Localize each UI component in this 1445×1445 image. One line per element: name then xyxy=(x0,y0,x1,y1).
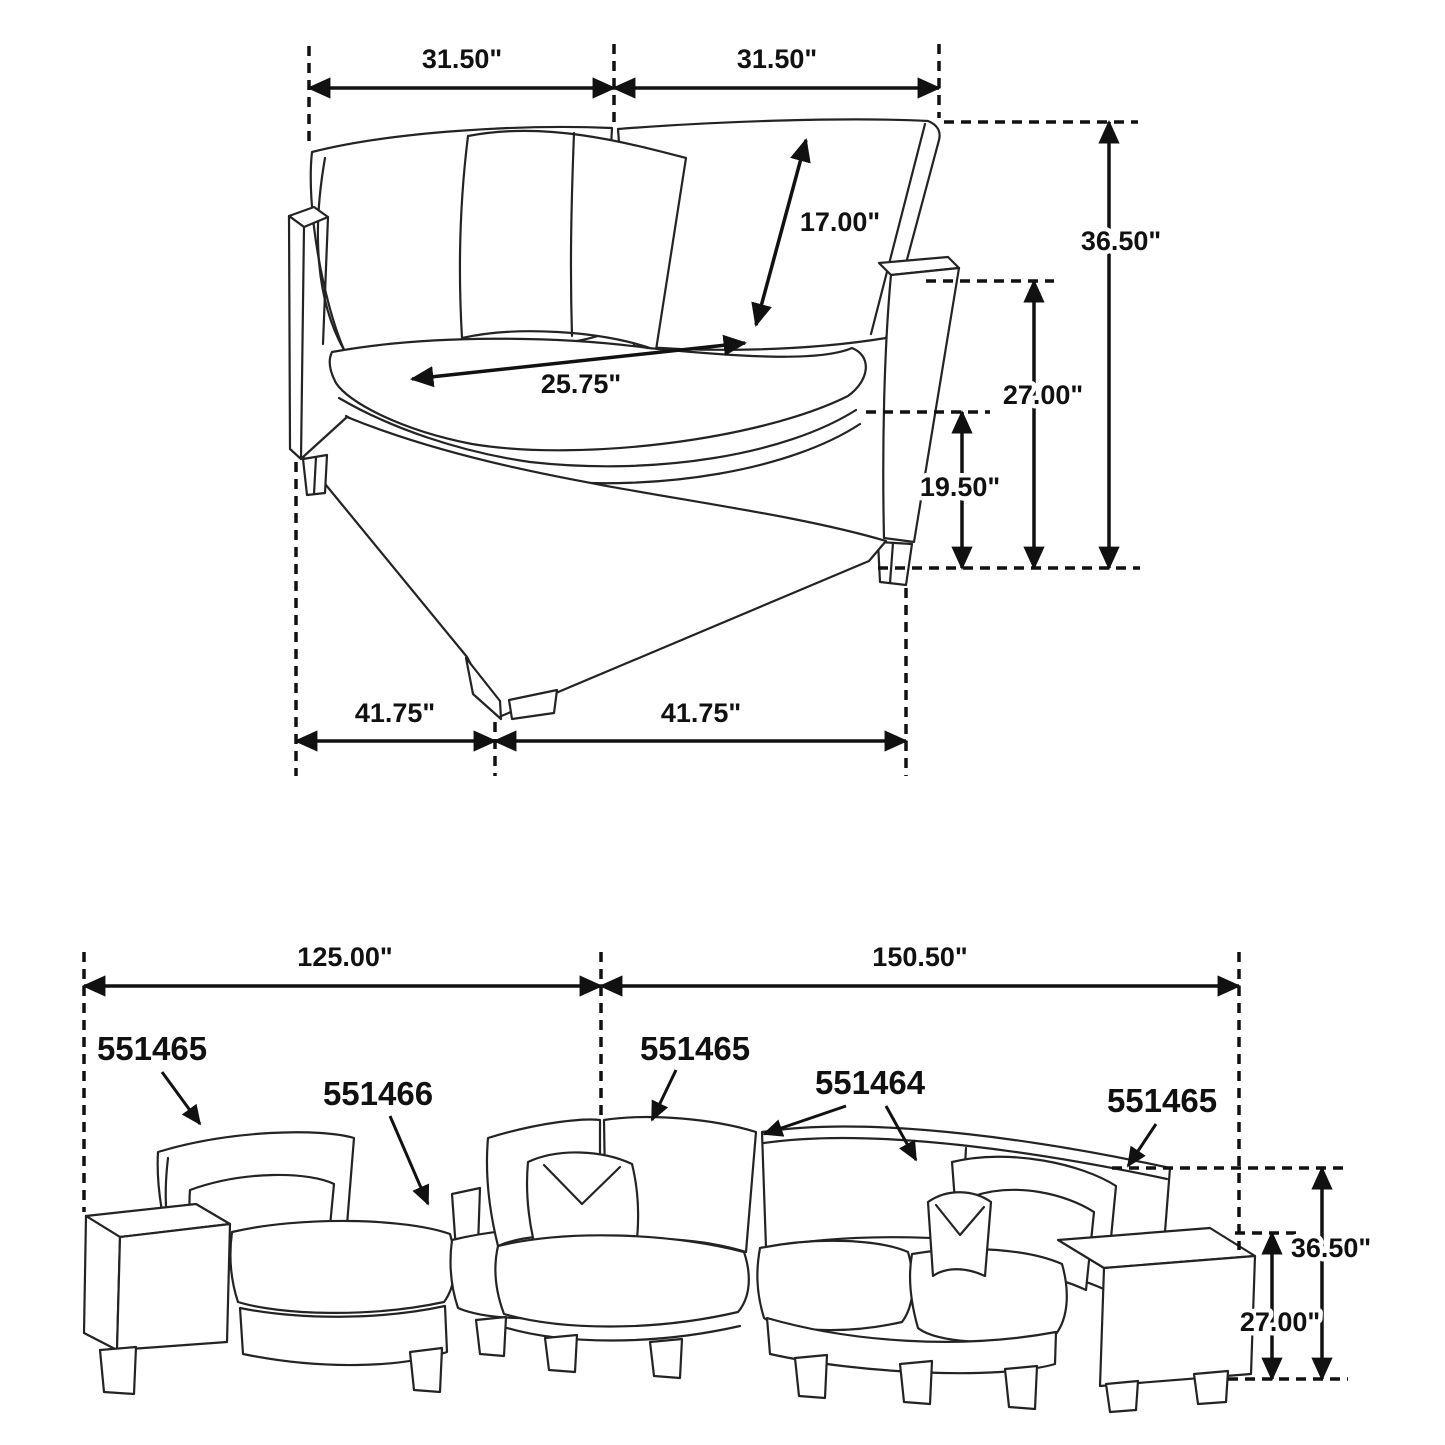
corner-base-line xyxy=(507,1326,740,1341)
dim-label-seat-height: 19.50" xyxy=(919,472,1001,502)
corner-foot-left xyxy=(545,1335,577,1372)
dim-label-left-side: 125.00" xyxy=(297,942,393,972)
corner-chair-right-foot xyxy=(878,542,912,585)
corner-chair-base xyxy=(303,417,886,717)
corner-chair-left-panel xyxy=(289,216,304,459)
dim-label-panel-height: 27.00" xyxy=(1002,380,1084,410)
dim-label-sectional-arm-height: 27.00" xyxy=(1239,1307,1321,1337)
right-arm-foot-right xyxy=(1194,1371,1228,1404)
sectional-drawing xyxy=(84,1117,1255,1412)
left-arm-side xyxy=(84,1216,120,1350)
right-wing-foot-3 xyxy=(1005,1366,1037,1409)
dim-label-right-side: 150.50" xyxy=(872,942,968,972)
right-arm-foot-left xyxy=(1106,1381,1138,1412)
sku-label-corner-chair: 551465 xyxy=(639,1030,751,1067)
corner-foot-right xyxy=(650,1339,682,1378)
left-arm-foot xyxy=(100,1347,136,1394)
right-wing-foot-2 xyxy=(900,1361,932,1404)
dim-label-sectional-height: 36.50" xyxy=(1290,1233,1372,1263)
dim-label-overall-height: 36.50" xyxy=(1080,226,1162,256)
sku-arrow-left-arm-chair xyxy=(162,1072,200,1124)
sku-arrow-corner-chair xyxy=(652,1070,676,1120)
dim-label-back-width-left: 31.50" xyxy=(421,44,503,74)
sku-arrow-left-armless-chair xyxy=(390,1116,428,1204)
right-wing-foot-1 xyxy=(795,1355,827,1398)
left-armless-foot xyxy=(476,1317,506,1356)
dim-label-base-right: 41.75" xyxy=(660,698,742,728)
left-module-seat xyxy=(230,1221,454,1313)
dim-label-back-width-right: 31.50" xyxy=(736,44,818,74)
left-arm-front xyxy=(117,1224,230,1350)
sku-label-left-armless-chair: 551466 xyxy=(322,1075,434,1112)
corner-seat xyxy=(495,1235,748,1326)
sku-label-right-arm-chair: 551465 xyxy=(1106,1082,1218,1119)
left-module-foot xyxy=(410,1348,442,1392)
right-armless-seat-1 xyxy=(757,1241,912,1330)
dim-label-back-cushion: 17.00" xyxy=(799,207,881,237)
sku-arrow-right-arm-chair xyxy=(1128,1124,1156,1166)
dim-label-seat-depth: 25.75" xyxy=(540,369,622,399)
sku-label-left-arm-chair: 551465 xyxy=(96,1030,208,1067)
sku-label-armless-chairs: 551464 xyxy=(814,1064,926,1101)
dim-label-base-left: 41.75" xyxy=(354,698,436,728)
right-arm-front xyxy=(1100,1256,1255,1386)
